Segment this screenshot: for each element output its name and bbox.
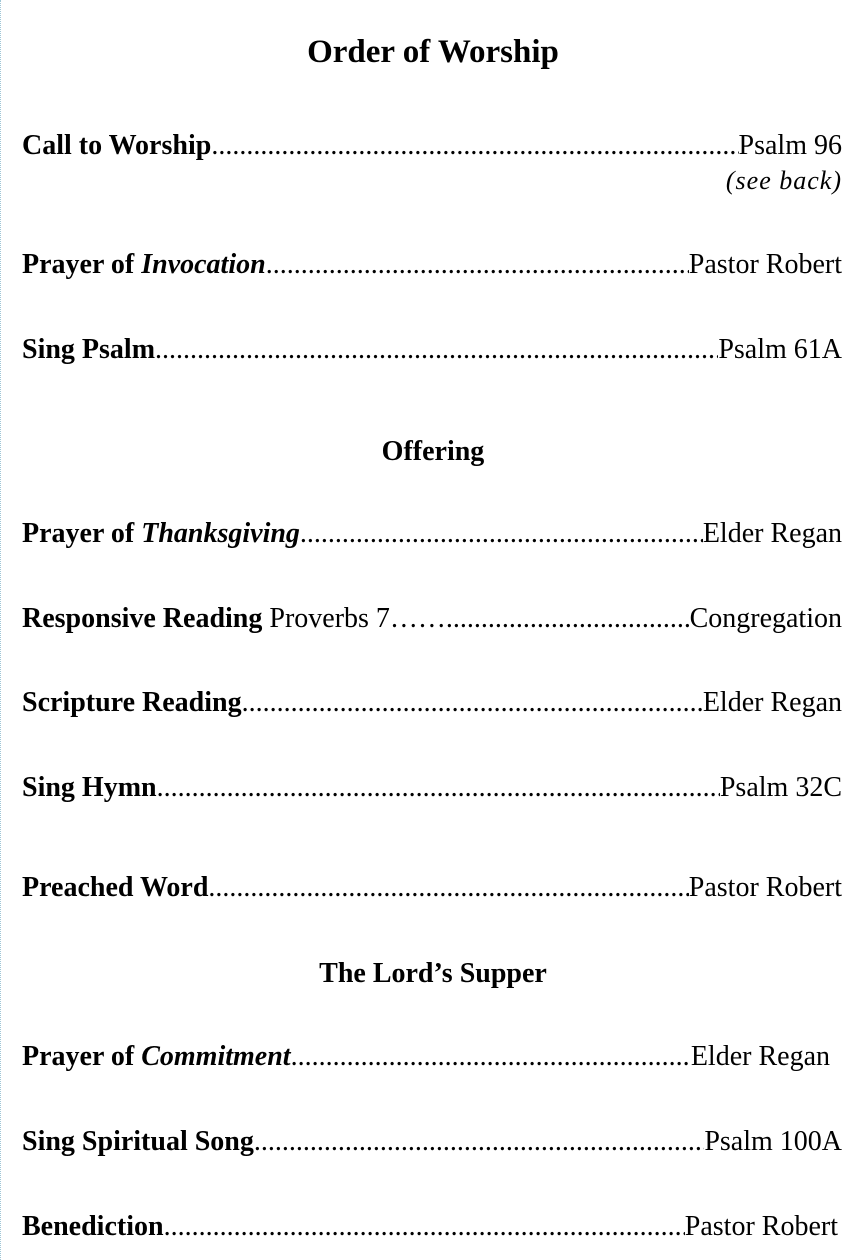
item-value: Elder Regan [690,1041,830,1072]
dot-leader [155,331,718,369]
item-value: Psalm 61A [718,334,842,365]
item-label: Sing Hymn [22,772,157,803]
item-label-prefix: Prayer of [22,1041,142,1072]
service-item-scripture-reading [22,684,842,722]
service-item-prayer-of-invocation [22,246,842,284]
item-label: Sing Spiritual Song [22,1126,254,1157]
dot-leader [300,515,703,553]
item-value: Congregation [689,603,842,634]
left-border-rule [0,0,1,1260]
dot-leader [164,1208,685,1246]
service-item-benediction [22,1208,838,1246]
see-back-note: (see back) [725,166,842,195]
item-value: Elder Regan [702,518,842,549]
item-value: Elder Regan [702,687,842,718]
item-value: Psalm 96 [738,130,842,161]
section-heading-lords-supper: The Lord’s Supper [319,958,547,989]
item-label [22,1038,291,1076]
item-label: Preached Word [22,872,209,903]
item-label-prefix: Prayer of [22,249,142,280]
item-label-italic: Invocation [141,249,266,280]
item-label [22,515,300,553]
item-label: Sing Psalm [22,334,156,365]
item-label-italic: Thanksgiving [141,518,300,549]
item-label [22,246,266,284]
service-item-prayer-of-commitment [22,1038,830,1076]
item-value: Pastor Robert [688,872,842,903]
service-item-preached-word [22,869,842,907]
dot-leader [266,246,689,284]
item-label: Call to Worship [22,130,212,161]
dot-leader [242,684,703,722]
service-item-responsive-reading [22,600,842,638]
dot-leader [157,769,720,807]
item-reference: Proverbs 7…… [262,603,446,634]
service-item-call-to-worship [22,127,842,165]
page-title: Order of Worship [307,34,559,70]
item-label: Benediction [22,1211,164,1242]
item-label: Scripture Reading [22,687,242,718]
item-value: Psalm 32C [719,772,842,803]
service-item-sing-spiritual-song [22,1123,842,1161]
item-label: Responsive Reading [22,603,263,634]
item-label-prefix: Prayer of [22,518,142,549]
dot-leader [446,600,690,638]
service-item-prayer-of-thanksgiving [22,515,842,553]
dot-leader [211,127,738,165]
dot-leader [291,1038,691,1076]
item-label-italic: Commitment [141,1041,291,1072]
service-item-sing-psalm [22,331,842,369]
dot-leader [208,869,688,907]
item-value: Pastor Robert [684,1211,838,1242]
dot-leader [254,1123,704,1161]
service-item-sing-hymn [22,769,842,807]
item-value: Pastor Robert [688,249,842,280]
section-heading-offering: Offering [381,436,485,467]
item-value: Psalm 100A [704,1126,842,1157]
